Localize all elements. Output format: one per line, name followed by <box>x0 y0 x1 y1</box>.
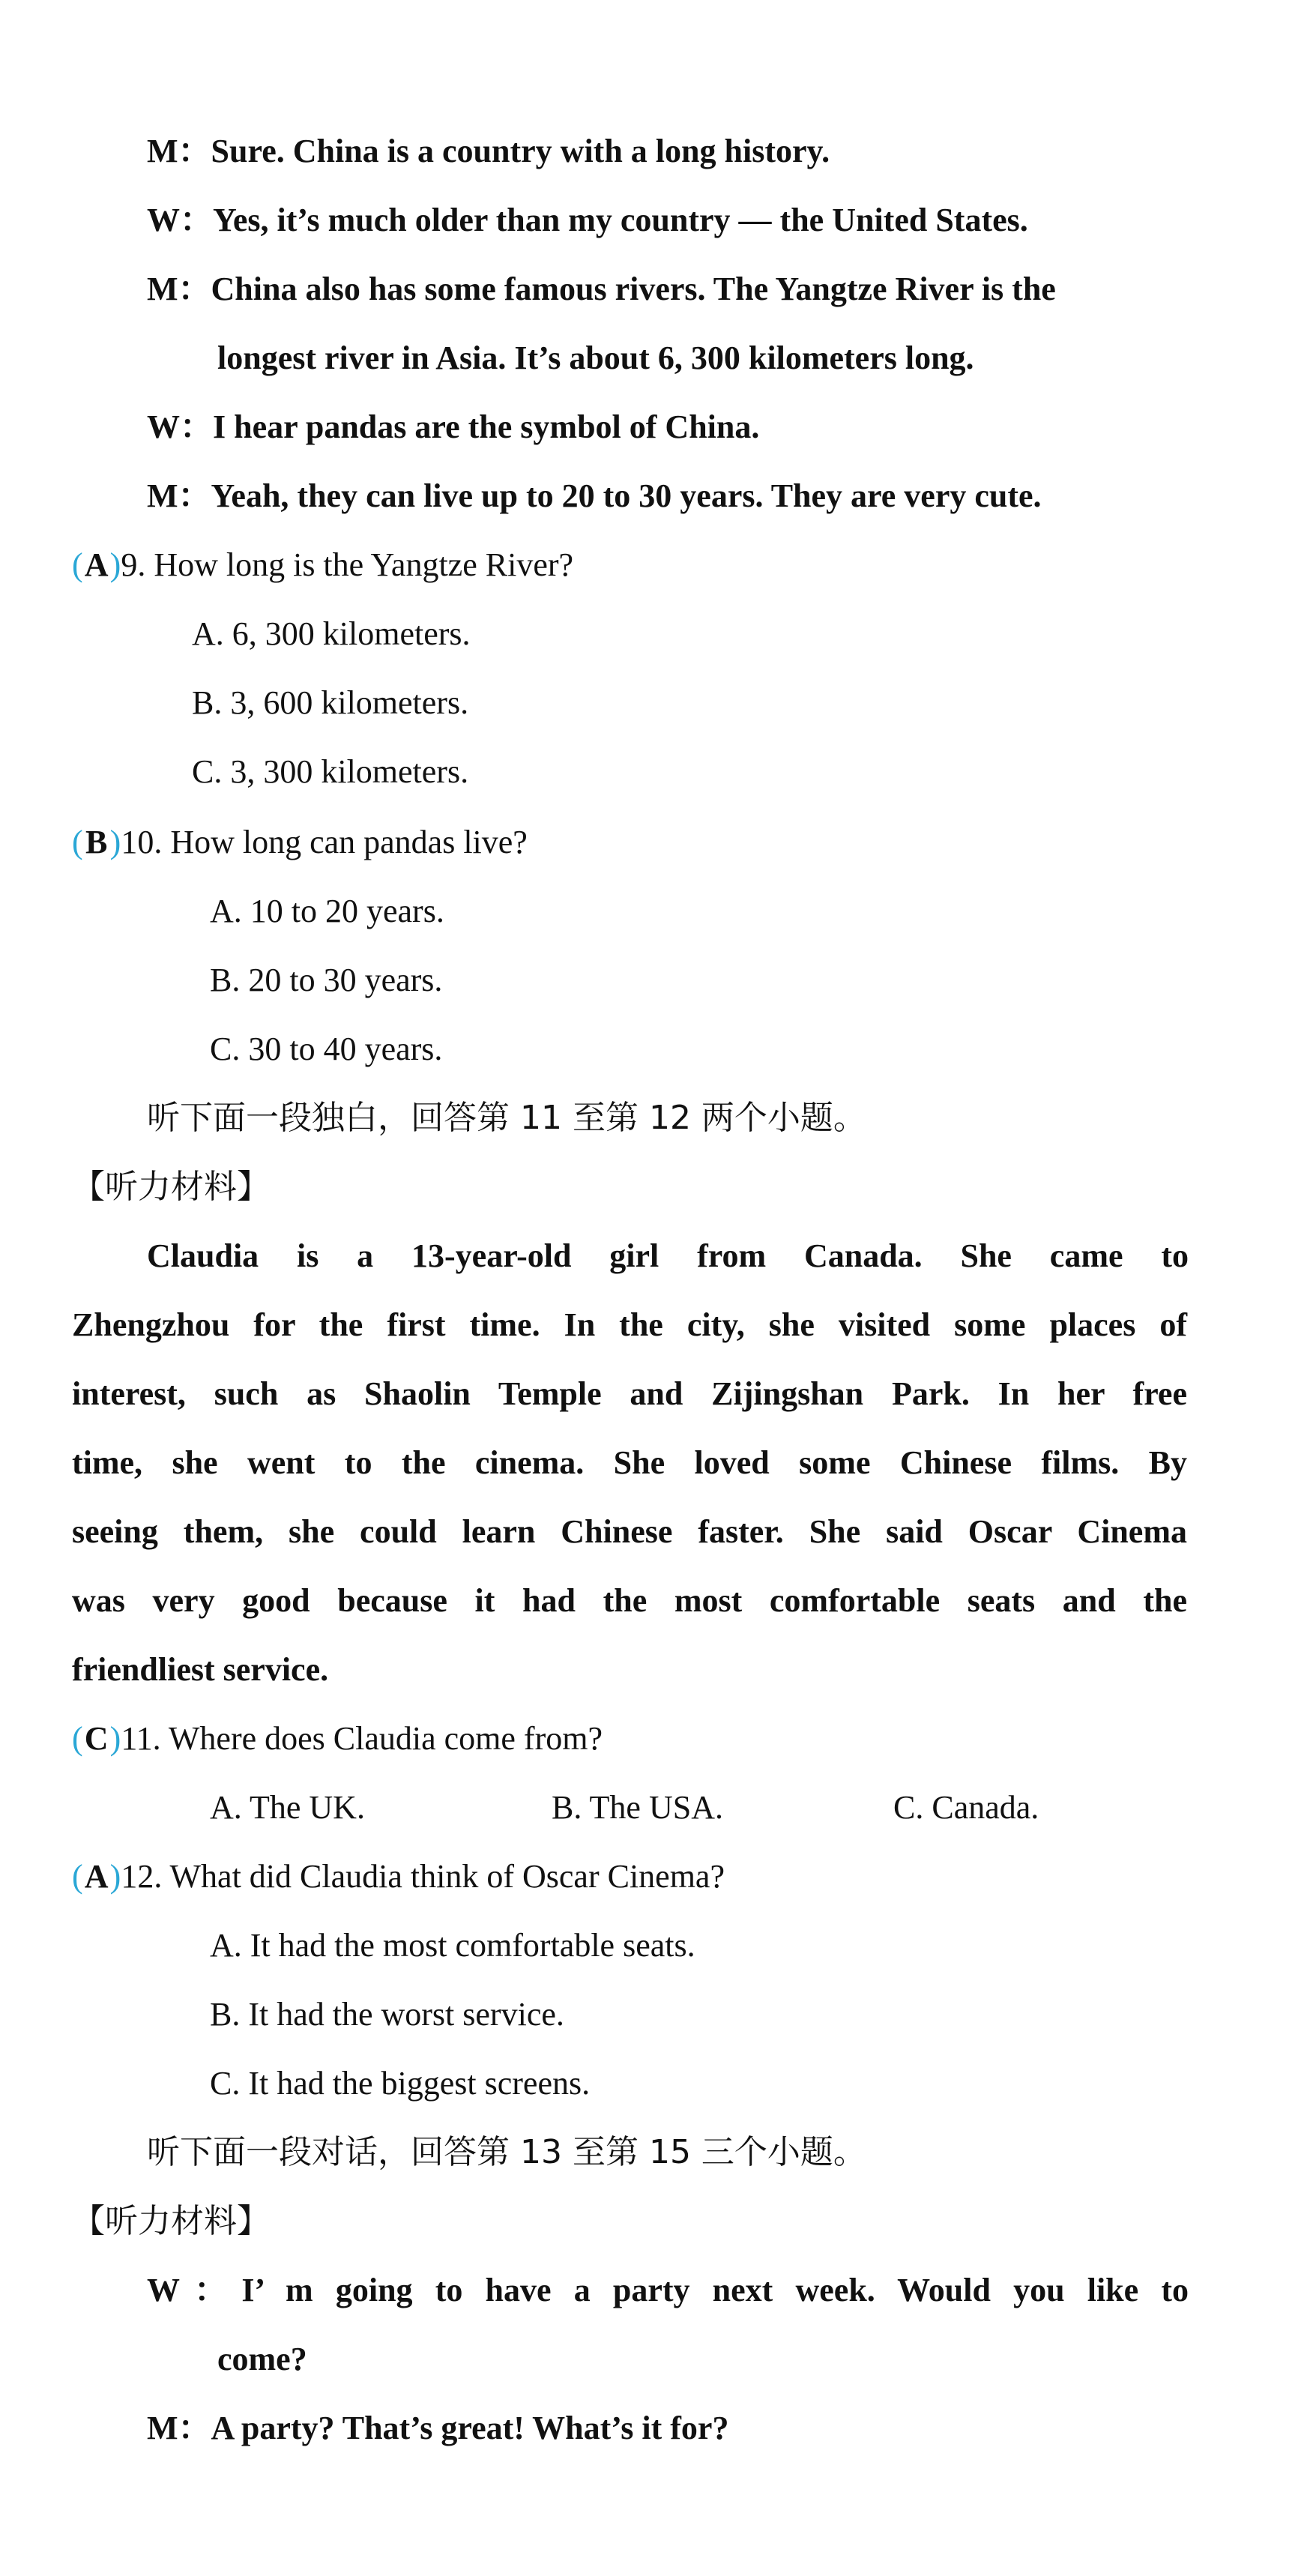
dialogue-text: I’ m going to have a party next week. Would you like to <box>241 2272 1189 2308</box>
option-b: B. It had the worst service. <box>210 1996 564 2033</box>
question-10 <box>72 820 528 865</box>
speaker-label: M <box>147 271 178 307</box>
dialogue-line <box>147 405 759 450</box>
dialogue-text: I hear pandas are the symbol of China. <box>213 408 760 445</box>
option-a: A. The UK. <box>210 1789 365 1826</box>
speaker-label: W <box>147 2272 180 2308</box>
answer-letter: B <box>85 824 108 860</box>
question-12 <box>72 1854 725 1899</box>
dialogue-text: Yes, it’s much older than my country — the United States. <box>213 202 1028 238</box>
option-a: A. It had the most comfortable seats. <box>210 1927 695 1964</box>
material-label: 【听力材料】 <box>72 1168 270 1206</box>
answer-letter: A <box>84 546 109 583</box>
answer-paren-open: ( <box>72 1858 83 1895</box>
answer-paren-close: ) <box>109 546 121 583</box>
monologue-line: Zhengzhou for the first time. In the city, she visited some places of <box>72 1306 1187 1343</box>
question-text: 12. What did Claudia think of Oscar Cinema? <box>121 1858 725 1895</box>
answer-paren-open: ( <box>72 546 83 583</box>
speaker-separator: ： <box>178 2410 211 2446</box>
speaker-label: W <box>147 202 180 238</box>
question-9 <box>72 543 573 588</box>
option-c: C. Canada. <box>893 1789 1039 1826</box>
monologue-line: interest, such as Shaolin Temple and Zijingshan Park. In her free <box>72 1375 1187 1412</box>
answer-paren-close: ) <box>109 824 121 860</box>
monologue-line: Claudia is a 13-year-old girl from Canada. She came to <box>147 1237 1189 1274</box>
speaker-separator: ： <box>180 408 213 445</box>
dialogue-line <box>147 2268 1189 2313</box>
option-b: B. 3, 600 kilometers. <box>192 684 469 721</box>
dialogue-line <box>147 267 1056 312</box>
answer-paren-open: ( <box>72 1720 83 1757</box>
dialogue-line <box>147 198 1028 243</box>
section-instruction: 听下面一段独白，回答第 11 至第 12 两个小题。 <box>147 1099 866 1137</box>
answer-paren-open: ( <box>72 824 83 860</box>
section-instruction: 听下面一段对话，回答第 13 至第 15 三个小题。 <box>147 2133 866 2171</box>
dialogue-continuation: come? <box>217 2341 307 2377</box>
monologue-line: was very good because it had the most comfortable seats and the <box>72 1582 1187 1619</box>
dialogue-text: A party? That’s great! What’s it for? <box>211 2410 729 2446</box>
monologue-line: time, she went to the cinema. She loved some Chinese films. By <box>72 1444 1187 1481</box>
dialogue-text: Yeah, they can live up to 20 to 30 years. They are very cute. <box>211 477 1042 514</box>
option-a: A. 10 to 20 years. <box>210 893 444 929</box>
speaker-separator: ： <box>178 271 211 307</box>
monologue-line: seeing them, she could learn Chinese faster. She said Oscar Cinema <box>72 1513 1187 1550</box>
speaker-separator: ： <box>178 477 211 514</box>
question-11 <box>72 1716 603 1761</box>
question-text: 11. Where does Claudia come from? <box>121 1720 603 1757</box>
answer-letter: A <box>84 1858 109 1895</box>
option-a: A. 6, 300 kilometers. <box>192 615 471 652</box>
material-label: 【听力材料】 <box>72 2202 270 2240</box>
speaker-label: M <box>147 2410 178 2446</box>
option-c: C. 3, 300 kilometers. <box>192 753 469 790</box>
answer-paren-close: ) <box>109 1858 121 1895</box>
option-c: C. It had the biggest screens. <box>210 2065 591 2102</box>
answer-paren-close: ) <box>109 1720 121 1757</box>
question-text: 10. How long can pandas live? <box>121 824 528 860</box>
question-text: 9. How long is the Yangtze River? <box>121 546 574 583</box>
speaker-separator: ： <box>178 133 211 169</box>
dialogue-text: Sure. China is a country with a long history. <box>211 133 830 169</box>
answer-letter: C <box>84 1720 109 1757</box>
speaker-label: M <box>147 477 178 514</box>
speaker-label: M <box>147 133 178 169</box>
option-b: B. The USA. <box>552 1789 723 1826</box>
speaker-separator: ： <box>180 2272 242 2308</box>
dialogue-line <box>147 2406 728 2451</box>
option-b: B. 20 to 30 years. <box>210 962 443 998</box>
speaker-label: W <box>147 408 180 445</box>
option-c: C. 30 to 40 years. <box>210 1031 443 1067</box>
dialogue-line <box>147 129 830 174</box>
dialogue-continuation: longest river in Asia. It’s about 6, 300 kilometers long. <box>217 340 974 376</box>
speaker-separator: ： <box>180 202 213 238</box>
monologue-line: friendliest service. <box>72 1651 329 1688</box>
dialogue-line <box>147 474 1042 519</box>
dialogue-text: China also has some famous rivers. The Yangtze River is the <box>211 271 1056 307</box>
